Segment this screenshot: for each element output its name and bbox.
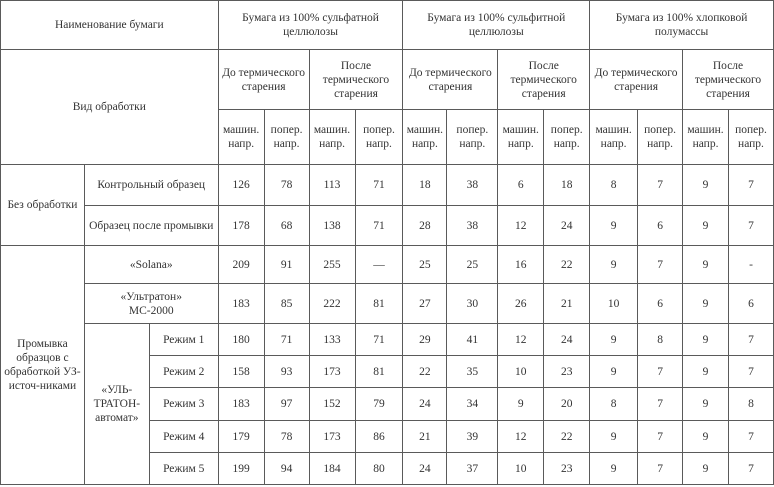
- dir-machine: машин. напр.: [218, 110, 264, 165]
- paper-header-sulfate: Бумага из 100% сульфатной целлюлозы: [218, 1, 403, 50]
- value-cell: 28: [403, 206, 447, 246]
- value-cell: 71: [355, 206, 403, 246]
- aging-after-sulfite: После термического старения: [498, 50, 590, 110]
- value-cell: 7: [728, 421, 773, 453]
- value-cell: 25: [403, 246, 447, 284]
- value-cell: 12: [498, 324, 544, 356]
- value-cell: 7: [728, 165, 773, 206]
- value-cell: 6: [498, 165, 544, 206]
- value-cell: 81: [355, 356, 403, 388]
- value-cell: 12: [498, 206, 544, 246]
- aging-after-cotton: После термического старения: [683, 50, 774, 110]
- dir-cross: попер. напр.: [544, 110, 590, 165]
- value-cell: 10: [498, 453, 544, 485]
- header-row-papers: [1, 1, 774, 50]
- value-cell: 27: [403, 284, 447, 324]
- value-cell: 22: [544, 246, 590, 284]
- row-label: «Solana»: [84, 246, 218, 284]
- value-cell: 10: [498, 356, 544, 388]
- value-cell: 9: [683, 421, 729, 453]
- value-cell: —: [355, 246, 403, 284]
- aging-before-sulfite: До термического старения: [403, 50, 498, 110]
- value-cell: 183: [218, 284, 264, 324]
- value-cell: 18: [403, 165, 447, 206]
- value-cell: 23: [544, 453, 590, 485]
- value-cell: 7: [728, 356, 773, 388]
- value-cell: -: [728, 246, 773, 284]
- value-cell: 133: [309, 324, 355, 356]
- paper-header-sulfite: Бумага из 100% сульфитной целлюлозы: [403, 1, 590, 50]
- value-cell: 9: [683, 246, 729, 284]
- dir-cross: попер. напр.: [728, 110, 773, 165]
- value-cell: 22: [544, 421, 590, 453]
- paper-header-cotton: Бумага из 100% хлопковой полумассы: [590, 1, 774, 50]
- group-label-ultraton-auto: «УЛЬ-ТРАТОН-автомат»: [84, 324, 149, 485]
- dir-machine: машин. напр.: [683, 110, 729, 165]
- value-cell: 180: [218, 324, 264, 356]
- row-label: Образец после промывки: [84, 206, 218, 246]
- value-cell: 25: [447, 246, 498, 284]
- value-cell: 7: [638, 356, 683, 388]
- aging-after-sulfate: После термического старения: [309, 50, 403, 110]
- value-cell: 20: [544, 388, 590, 421]
- value-cell: 9: [683, 284, 729, 324]
- value-cell: 9: [683, 453, 729, 485]
- value-cell: 12: [498, 421, 544, 453]
- value-cell: 21: [544, 284, 590, 324]
- value-cell: 71: [355, 324, 403, 356]
- value-cell: 86: [355, 421, 403, 453]
- dir-cross: попер. напр.: [355, 110, 403, 165]
- value-cell: 10: [590, 284, 638, 324]
- value-cell: 94: [264, 453, 309, 485]
- dir-cross: попер. напр.: [264, 110, 309, 165]
- dir-machine: машин. напр.: [309, 110, 355, 165]
- value-cell: 79: [355, 388, 403, 421]
- value-cell: 6: [638, 284, 683, 324]
- value-cell: 199: [218, 453, 264, 485]
- value-cell: 255: [309, 246, 355, 284]
- dir-cross: попер. напр.: [447, 110, 498, 165]
- value-cell: 7: [638, 453, 683, 485]
- value-cell: 78: [264, 421, 309, 453]
- value-cell: 9: [590, 453, 638, 485]
- value-cell: 113: [309, 165, 355, 206]
- table-row: [1, 284, 774, 324]
- table-row: [1, 324, 774, 356]
- row-label: Режим 2: [149, 356, 218, 388]
- value-cell: 22: [403, 356, 447, 388]
- aging-before-sulfate: До термического старения: [218, 50, 309, 110]
- row-label: Режим 5: [149, 453, 218, 485]
- value-cell: 16: [498, 246, 544, 284]
- row-label: Контрольный образец: [84, 165, 218, 206]
- value-cell: 179: [218, 421, 264, 453]
- value-cell: 8: [590, 388, 638, 421]
- value-cell: 39: [447, 421, 498, 453]
- value-cell: 24: [403, 388, 447, 421]
- value-cell: 26: [498, 284, 544, 324]
- value-cell: 9: [683, 165, 729, 206]
- value-cell: 178: [218, 206, 264, 246]
- value-cell: 37: [447, 453, 498, 485]
- value-cell: 30: [447, 284, 498, 324]
- value-cell: 68: [264, 206, 309, 246]
- paper-name-header: Наименование бумаги: [1, 1, 219, 50]
- value-cell: 7: [638, 421, 683, 453]
- treatment-header: Вид обработки: [1, 50, 219, 165]
- value-cell: 9: [590, 206, 638, 246]
- value-cell: 93: [264, 356, 309, 388]
- value-cell: 138: [309, 206, 355, 246]
- value-cell: 85: [264, 284, 309, 324]
- value-cell: 8: [638, 324, 683, 356]
- value-cell: 24: [544, 324, 590, 356]
- value-cell: 8: [590, 165, 638, 206]
- dir-machine: машин. напр.: [590, 110, 638, 165]
- value-cell: 78: [264, 165, 309, 206]
- value-cell: 184: [309, 453, 355, 485]
- value-cell: 9: [683, 324, 729, 356]
- group-label-no-treatment: Без обработки: [1, 165, 85, 246]
- value-cell: 24: [403, 453, 447, 485]
- value-cell: 9: [590, 246, 638, 284]
- value-cell: 9: [683, 388, 729, 421]
- value-cell: 6: [638, 206, 683, 246]
- value-cell: 173: [309, 421, 355, 453]
- value-cell: 7: [728, 453, 773, 485]
- value-cell: 34: [447, 388, 498, 421]
- row-label: «Ультратон» МС-2000: [84, 284, 218, 324]
- value-cell: 21: [403, 421, 447, 453]
- value-cell: 80: [355, 453, 403, 485]
- value-cell: 9: [683, 206, 729, 246]
- value-cell: 23: [544, 356, 590, 388]
- value-cell: 9: [590, 356, 638, 388]
- value-cell: 7: [638, 165, 683, 206]
- value-cell: 81: [355, 284, 403, 324]
- value-cell: 6: [728, 284, 773, 324]
- value-cell: 173: [309, 356, 355, 388]
- value-cell: 126: [218, 165, 264, 206]
- value-cell: 9: [590, 324, 638, 356]
- value-cell: 38: [447, 206, 498, 246]
- value-cell: 9: [590, 421, 638, 453]
- value-cell: 41: [447, 324, 498, 356]
- value-cell: 7: [728, 206, 773, 246]
- row-label: Режим 3: [149, 388, 218, 421]
- value-cell: 209: [218, 246, 264, 284]
- value-cell: 38: [447, 165, 498, 206]
- value-cell: 35: [447, 356, 498, 388]
- value-cell: 91: [264, 246, 309, 284]
- value-cell: 7: [638, 246, 683, 284]
- value-cell: 29: [403, 324, 447, 356]
- value-cell: 183: [218, 388, 264, 421]
- table-row: [1, 246, 774, 284]
- dir-machine: машин. напр.: [498, 110, 544, 165]
- dir-machine: машин. напр.: [403, 110, 447, 165]
- value-cell: 7: [728, 324, 773, 356]
- value-cell: 71: [264, 324, 309, 356]
- header-row-aging: [1, 50, 774, 110]
- dir-cross: попер. напр.: [638, 110, 683, 165]
- value-cell: 97: [264, 388, 309, 421]
- aging-before-cotton: До термического старения: [590, 50, 683, 110]
- value-cell: 152: [309, 388, 355, 421]
- row-label: Режим 1: [149, 324, 218, 356]
- value-cell: 71: [355, 165, 403, 206]
- table-row: [1, 165, 774, 206]
- value-cell: 9: [498, 388, 544, 421]
- value-cell: 24: [544, 206, 590, 246]
- value-cell: 9: [683, 356, 729, 388]
- row-label: Режим 4: [149, 421, 218, 453]
- value-cell: 158: [218, 356, 264, 388]
- value-cell: 8: [728, 388, 773, 421]
- value-cell: 18: [544, 165, 590, 206]
- value-cell: 7: [638, 388, 683, 421]
- group-label-washing: Промывка образцов с обработкой УЗ-источ-никами: [1, 246, 85, 485]
- value-cell: 222: [309, 284, 355, 324]
- table-row: [1, 206, 774, 246]
